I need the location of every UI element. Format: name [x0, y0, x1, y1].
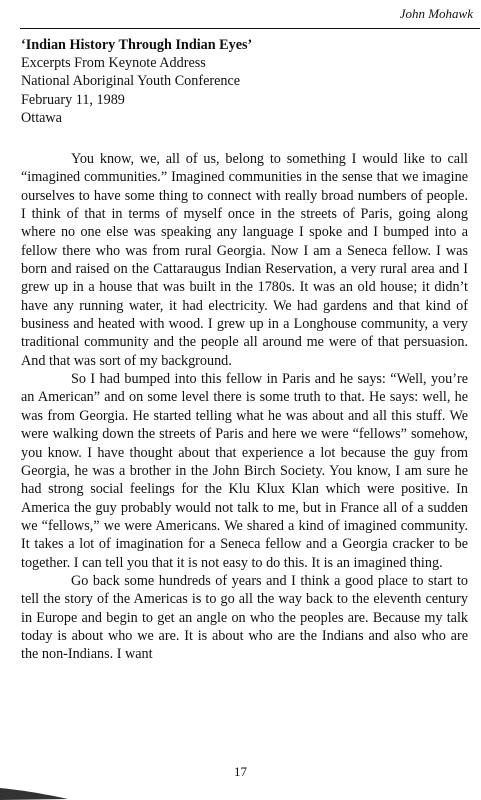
running-head: John Mohawk — [399, 6, 473, 21]
heading-block — [21, 36, 461, 127]
paragraph-3: Go back some hundreds of years and I think a good place to start to tell the story of the Americas is to go all the way back to the eleventh century in Europe and begin to get an angle on who the peoples are. Because my talk today is about who we are. It is about who are the Indians and also who are the non-Indians. I want — [21, 572, 468, 663]
header-rule — [20, 28, 480, 29]
paragraph-1: You know, we, all of us, belong to something I would like to call “imagined communities.” Imagined communities in the sense that we imagine ourselves to have some thing to connect with really broad numbers of people. I think of that in terms of myself once in the streets of Paris, going along where no one else was speaking any language I spoke and I bumped into a fellow there who was from rural Georgia. Now I am a Seneca fellow. I was born and raised on the Cattaraugus Indian Reservation, a very rural area and I grew up in a house that was built in the 1780s. It was an old house; it didn’t have any running water, it had electricity. We had gardens and that kind of business and heated with wood. I grew up in a Longhouse community, a very traditional community and the people all around me were of that persuasion. And that was sort of my background. — [21, 151, 468, 369]
page-number: 17 — [234, 764, 247, 779]
body-text — [21, 150, 468, 664]
paragraph-2: So I had bumped into this fellow in Paris and he says: “Well, you’re an American” and on some level there is some truth to that. He says: well, he was from Georgia. He started telling what he was about and all this stuff. We were walking down the streets of Paris and here we were “fellows” somehow, you know. I have thought about that experience a lot because the guy from Georgia, he was a brother in the John Birch Society. You know, I am sure he had strong social feelings for the Klu Klux Klan which were positive. In America the guy probably would not talk to me, but in France all of a sudden we “fellows,” we were Americans. We shared a kind of imagined community. It takes a lot of imagination for a Seneca fellow and a Georgia cracker to be together. I can tell you that it is not easy to do this. It is an imagined thing. — [21, 371, 468, 571]
subtitle-line-1: Excerpts From Keynote Address — [21, 55, 206, 72]
scan-edge-mark — [0, 786, 70, 800]
place-line: Ottawa — [21, 109, 62, 126]
subtitle-line-2: National Aboriginal Youth Conference — [21, 73, 241, 90]
date-line: February 11, 1989 — [21, 91, 125, 108]
article-title: ‘Indian History Through Indian Eyes’ — [21, 37, 253, 53]
